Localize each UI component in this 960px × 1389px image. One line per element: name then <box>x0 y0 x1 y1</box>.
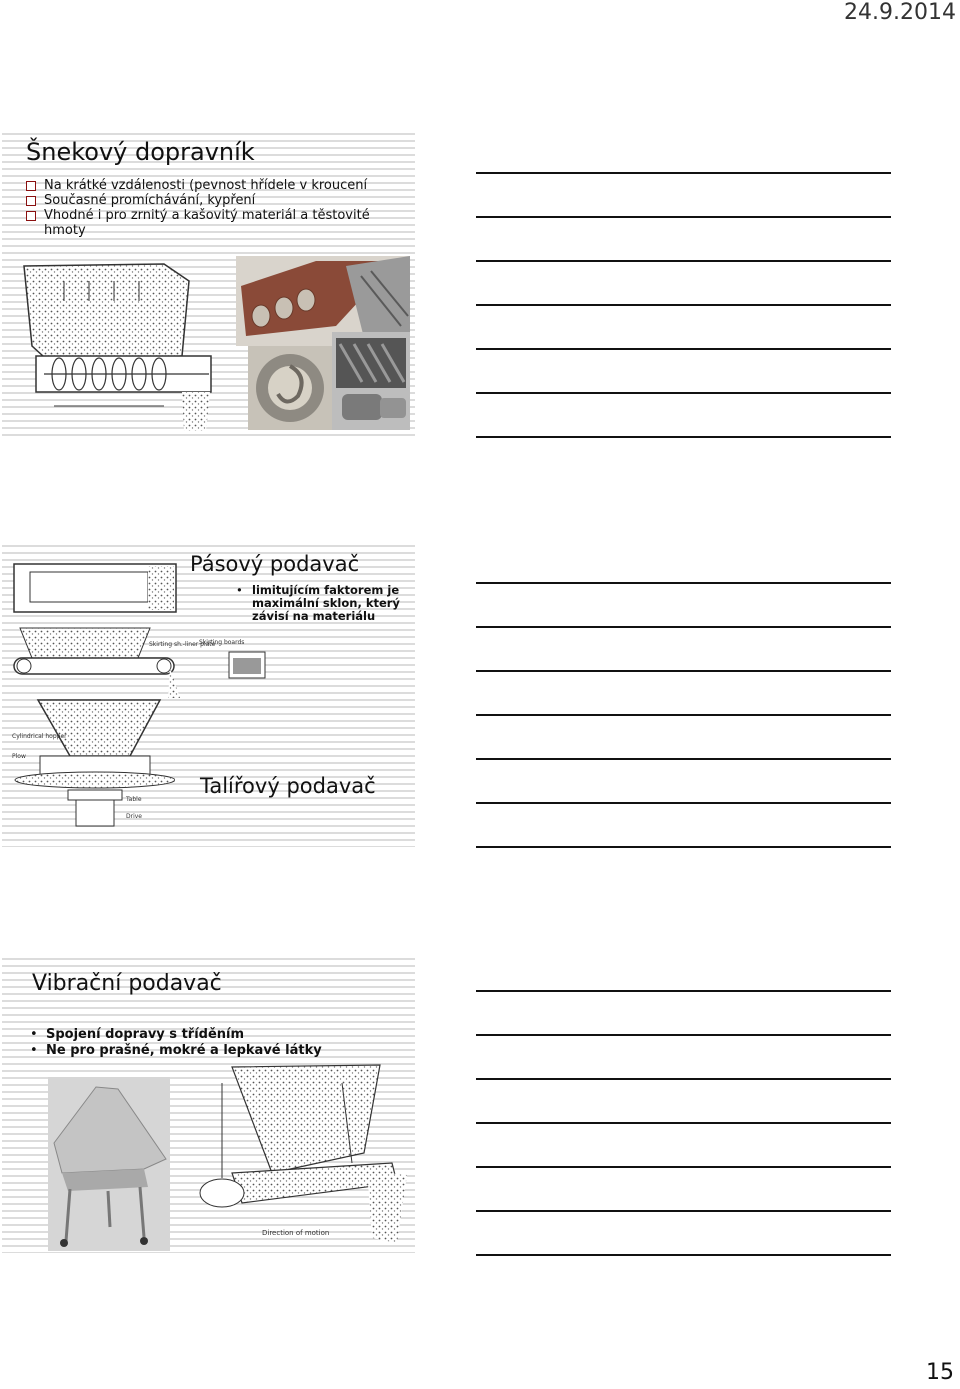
page-date: 24.9.2014 <box>844 0 956 25</box>
bullet-list <box>28 1027 408 1059</box>
slide-title: Vibrační podavač <box>32 971 222 996</box>
label-table: Table <box>126 796 142 803</box>
bullet-item: Na krátké vzdálenosti (pevnost hřídele v kroucení <box>24 178 409 193</box>
bullet-item: • limitujícím faktorem je maximální sklon, který závisí na materiálu <box>234 584 412 623</box>
slide-screw-conveyor <box>2 128 415 437</box>
bullet-item: Současné promíchávání, kypření <box>24 193 409 208</box>
slide-title: Šnekový dopravník <box>26 138 255 166</box>
label-cylindrical-hopper: Cylindrical hopper <box>12 733 67 740</box>
vibratory-feeder-photo <box>48 1077 170 1251</box>
page-number: 15 <box>926 1360 954 1385</box>
vibratory-feeder-diagram <box>192 1063 414 1253</box>
label-drive: Drive <box>126 813 142 820</box>
bullet-item: • Spojení dopravy s tříděním <box>28 1027 408 1043</box>
slide-belt-and-table-feeder <box>2 540 415 847</box>
label-plow: Plow <box>12 753 26 760</box>
slide-title: Pásový podavač <box>190 552 360 576</box>
label-skirting-plate: Skirting sh.-liner plate <box>149 641 216 648</box>
slide-vibratory-feeder <box>2 953 415 1253</box>
slide-subtitle: Talířový podavač <box>200 774 376 798</box>
belt-feeder-labels <box>147 638 277 686</box>
bullet-list <box>24 178 409 238</box>
table-feeder-diagram <box>10 696 175 836</box>
label-skirting-boards: Skirting boards <box>199 639 245 646</box>
bullet-item: • Ne pro prašné, mokré a lepkavé látky <box>28 1043 408 1059</box>
bullet-item: Vhodné i pro zrnitý a kašovitý materiál a těstovité hmoty <box>24 208 409 238</box>
bullet-list <box>234 584 412 623</box>
label-direction-of-motion: Direction of motion <box>262 1229 330 1237</box>
auger-end-photo <box>248 346 332 430</box>
trough-motor-photo <box>332 332 410 430</box>
screw-conveyor-diagram <box>14 256 219 434</box>
